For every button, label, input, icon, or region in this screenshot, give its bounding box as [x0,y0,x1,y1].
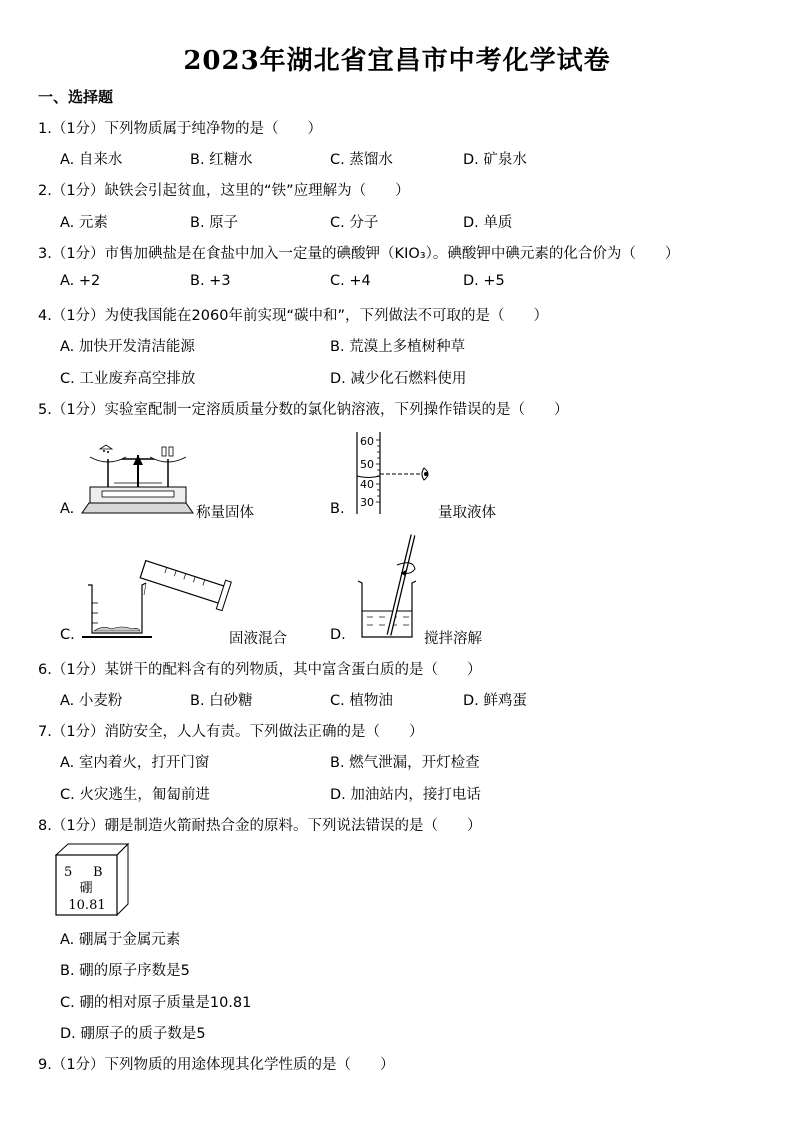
question-3-option-a[interactable]: A. +2 [60,273,101,289]
question-6-stem: 6.（1分）某饼干的配料含有的列物质，其中富含蛋白质的是（ ） [38,662,482,678]
question-6-option-d[interactable]: D. 鲜鸡蛋 [463,693,527,709]
question-9-stem: 9.（1分）下列物质的用途体现其化学性质的是（ ） [38,1057,395,1073]
question-8-option-a[interactable]: A. 硼属于金属元素 [60,932,181,948]
question-5-option-d[interactable]: D. [330,627,346,643]
question-7-option-a[interactable]: A. 室内着火，打开门窗 [60,755,210,771]
question-3-stem: 3.（1分）市售加碘盐是在食盐中加入一定量的碘酸钾（KIO₃）。碘酸钾中碘元素的化合价为（ ） [38,246,680,262]
cylinder-tick-40: 40 [360,478,374,491]
question-1-option-d[interactable]: D. 矿泉水 [463,152,527,168]
measuring-cylinder-figure [350,430,440,515]
question-4-option-b[interactable]: B. 荒漠上多植树种草 [330,339,466,355]
question-7-option-d[interactable]: D. 加油站内，接打电话 [330,787,481,803]
cylinder-tick-30: 30 [360,496,374,509]
question-5-caption-d: 搅拌溶解 [424,631,482,647]
question-4-stem: 4.（1分）为使我国能在2060年前实现“碳中和”，下列做法不可取的是（ ） [38,308,548,324]
pouring-liquid-figure [82,555,232,640]
question-5-option-c[interactable]: C. [60,627,75,643]
question-1-stem: 1.（1分）下列物质属于纯净物的是（ ） [38,121,323,137]
question-3-option-c[interactable]: C. +4 [330,273,371,289]
question-7-option-c[interactable]: C. 火灾逃生，匍匐前进 [60,787,210,803]
element-number: 5 [64,865,73,880]
question-4-option-c[interactable]: C. 工业废弃高空排放 [60,371,196,387]
question-6-option-c[interactable]: C. 植物油 [330,693,393,709]
question-1-option-a[interactable]: A. 自来水 [60,152,123,168]
question-8-option-b[interactable]: B. 硼的原子序数是5 [60,963,190,979]
question-3-option-d[interactable]: D. +5 [463,273,505,289]
question-6-option-b[interactable]: B. 白砂糖 [190,693,253,709]
boron-element-cell [55,843,130,918]
question-8-option-c[interactable]: C. 硼的相对原子质量是10.81 [60,995,252,1011]
element-symbol: B [93,865,103,880]
question-2-option-a[interactable]: A. 元素 [60,215,108,231]
cylinder-tick-50: 50 [360,458,374,471]
question-2-option-c[interactable]: C. 分子 [330,215,379,231]
question-1-option-b[interactable]: B. 红糖水 [190,152,253,168]
question-4-option-d[interactable]: D. 减少化石燃料使用 [330,371,467,387]
question-5-option-b[interactable]: B. [330,501,345,517]
question-7-option-b[interactable]: B. 燃气泄漏，开灯检查 [330,755,480,771]
element-name: 硼 [79,881,93,896]
question-8-stem: 8.（1分）硼是制造火箭耐热合金的原料。下列说法错误的是（ ） [38,818,482,834]
question-5-caption-b: 量取液体 [438,505,496,521]
question-5-option-a[interactable]: A. [60,501,75,517]
element-mass: 10.81 [68,898,106,913]
question-2-stem: 2.（1分）缺铁会引起贫血，这里的“铁”应理解为（ ） [38,183,410,199]
question-6-option-a[interactable]: A. 小麦粉 [60,693,123,709]
section-heading: 一、选择题 [38,88,114,106]
question-4-option-a[interactable]: A. 加快开发清洁能源 [60,339,195,355]
question-2-option-d[interactable]: D. 单质 [463,215,513,231]
question-3-option-b[interactable]: B. +3 [190,273,231,289]
question-5-stem: 5.（1分）实验室配制一定溶质质量分数的氯化钠溶液，下列操作错误的是（ ） [38,402,569,418]
balance-scale-figure [80,437,195,517]
question-1-option-c[interactable]: C. 蒸馏水 [330,152,393,168]
question-5-caption-c: 固液混合 [229,631,287,647]
question-8-option-d[interactable]: D. 硼原子的质子数是5 [60,1026,206,1042]
question-2-option-b[interactable]: B. 原子 [190,215,239,231]
question-7-stem: 7.（1分）消防安全，人人有责。下列做法正确的是（ ） [38,724,424,740]
question-5-caption-a: 称量固体 [196,505,254,521]
stirring-beaker-figure [355,533,425,643]
cylinder-tick-60: 60 [360,435,374,448]
exam-title: 2023年湖北省宜昌市中考化学试卷 [183,46,611,76]
